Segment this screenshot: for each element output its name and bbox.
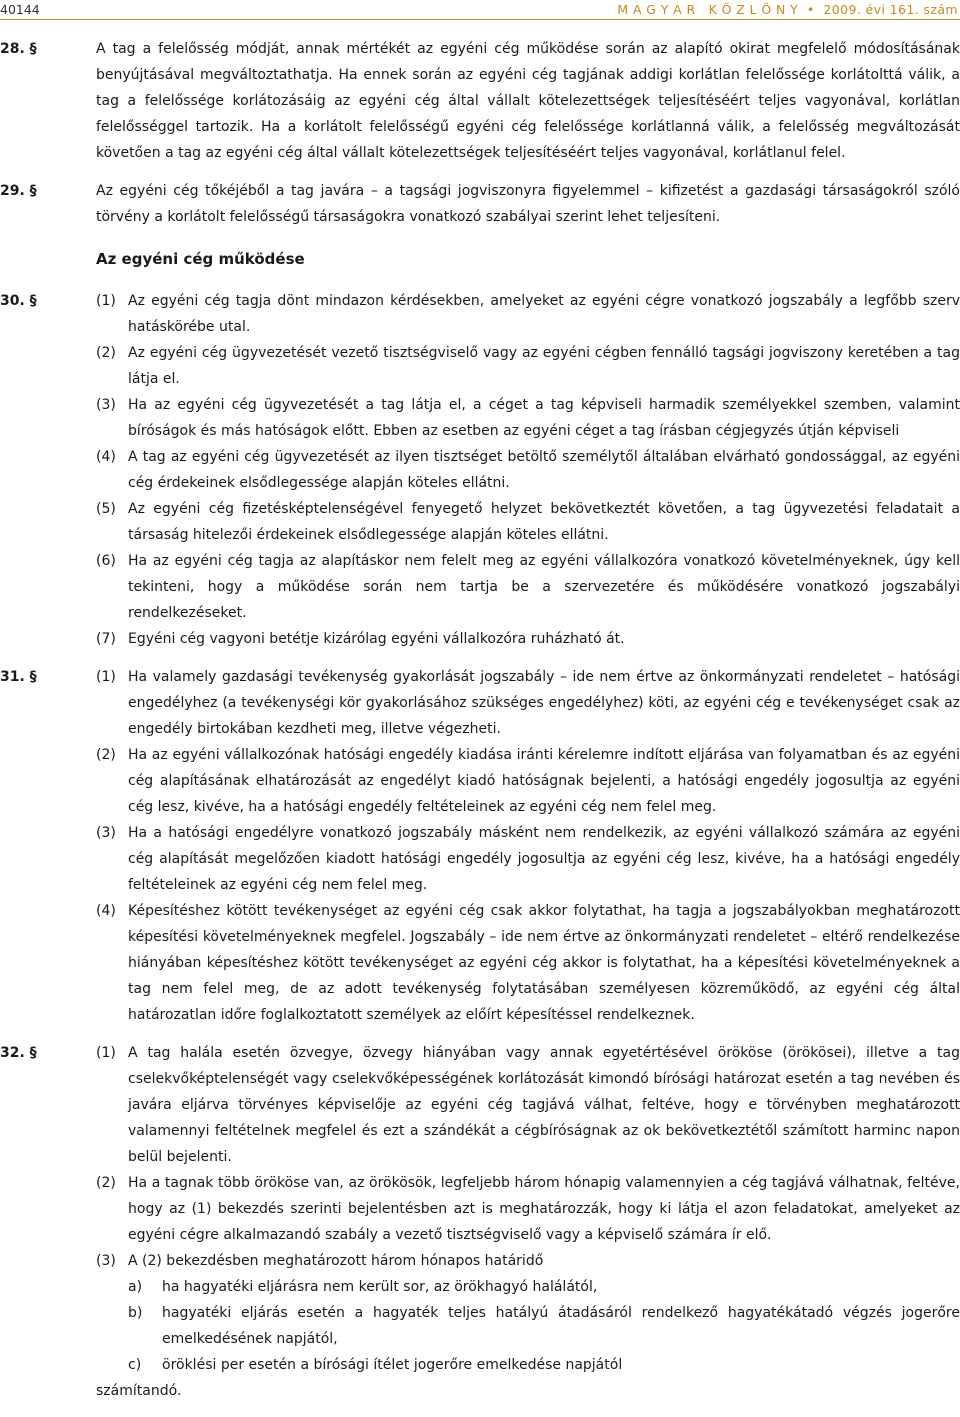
paragraph [96,820,960,898]
paragraph [96,288,960,340]
paragraph [96,1248,960,1378]
paragraph-text: Ha valamely gazdasági tevékenység gyakorlását jogszabály – ide nem értve az önkormányzati rendeletet – hatósági engedélyhez (a tevékenységi kör gyakorlásához szükséges engedélyhez) köti, az egyéni cég e tevékenységet csak az engedély birtokában kezdheti meg, illetve végezheti. [128,669,960,737]
subheading: Az egyéni cég működése [96,250,305,268]
paragraph-number: (4) [96,449,116,465]
list-item-text: hagyatéki eljárás esetén a hagyaték teljes hatályú átadásáról rendelkező hagyatékátadó végzés jogerőre emelkedésének napjától, [162,1305,960,1347]
paragraph-text: Egyéni cég vagyoni betétje kizárólag egyéni vállalkozóra ruházható át. [128,631,625,647]
paragraph-text: Ha a tagnak több örököse van, az örökösök, legfeljebb három hónapig valamennyien a cég tagjává válhatnak, feltéve, hogy az (1) bekezdés szerinti bejelentésben azt is meghatározzák, hogy ki látja el azon feladatokat, amelyeket az egyéni cégre alkalmazandó szabály a vezető tisztségviselő vagy a képviselő számára ír elő. [128,1175,960,1243]
paragraph [96,898,960,1028]
paragraph-number: (5) [96,501,116,517]
paragraph-text: Ha az egyéni cég tagja az alapításkor nem felelt meg az egyéni vállalkozóra vonatkozó követelményeknek, úgy kell tekinteni, hogy a működése során nem tartja be a szervezetére és működésére vonatkozó jogszabályi rendelkezéseket. [128,553,960,621]
section-32 [0,1040,960,1378]
paragraph-number: (4) [96,903,116,919]
paragraph [96,742,960,820]
list-item [128,1274,960,1300]
section-number: 29. § [0,183,37,199]
paragraph-text: Ha a hatósági engedélyre vonatkozó jogszabály másként nem rendelkezik, az egyéni vállalkozó számára az egyéni cég alapítását megelőzően kiadott hatósági engedély jogosultja az egyéni cég lesz, kivéve, ha a hatósági engedély feltételeinek az egyéni cég nem felel meg. [128,825,960,893]
paragraph-text: A tag halála esetén özvegye, özvegy hiányában vagy annak egyetértésével örököse (örökösei), illetve a tag cselekvőképtelenségét vagy cselekvőképességének korlátozását kimondó bírósági határozat esetén a tag nevében és javára eljárva törvényes képviselője az egyéni cég tagjává válhat, feltéve, hogy e törvényben meghatározott valamennyi feltételnek megfelel és ezt a szándékát a cégbíróságnak az ok bekövetkeztétől számított harminc napon belül bejelenti. [128,1045,960,1165]
paragraph-number: (1) [96,669,116,685]
paragraph-number: (2) [96,1175,116,1191]
section-number: 28. § [0,41,37,57]
paragraph [96,626,960,652]
paragraph [96,1170,960,1248]
paragraph-number: (1) [96,293,116,309]
list-letter: b) [128,1305,143,1321]
section-number: 31. § [0,669,37,685]
paragraph [96,664,960,742]
paragraph-number: (3) [96,1253,116,1269]
paragraph-number: (7) [96,631,116,647]
paragraph [96,444,960,496]
paragraph-text: Ha az egyéni cég ügyvezetését a tag látja el, a céget a tag képviseli harmadik személyekkel szemben, valamint bíróságok és más hatóságok előtt. Ebben az esetben az egyéni céget a tag írásban cégjegyzés útján képviseli [128,397,960,439]
paragraph-text: A (2) bekezdésben meghatározott három hónapos határidő [128,1253,544,1269]
paragraph-number: (3) [96,825,116,841]
list-item-text: öröklési per esetén a bírósági ítélet jogerőre emelkedése napjától [162,1357,623,1373]
section-29 [0,178,960,230]
section-text: A tag a felelősség módját, annak mértékét az egyéni cég működése során az alapító okirat megfelelő módosításának benyújtásával megváltoztathatja. Ha ennek során az egyéni cég tagjának addigi korlátlan felelőssége korlátolttá válik, a tag a felelőssége korlátozásáig az egyéni cég által vállalt kötelezettségek teljesítéséért teljes vagyonával, korlátlan felelősséggel tartozik. Ha a korlátolt felelősségű egyéni cég felelőssége korlátlanná válik, a felelősség megváltozását követően a tag az egyéni cég által vállalt kötelezettségek teljesítéséért teljes vagyonával, korlátlanul felel. [96,41,960,161]
section-text: Az egyéni cég tőkéjéből a tag javára – a tagsági jogviszonyra figyelemmel – kifizetést a gazdasági társaságokról szóló törvény a korlátolt felelősségű társaságokra vonatkozó szabályai szerint lehet teljesíteni. [96,183,960,225]
paragraph [96,392,960,444]
paragraph-text: Képesítéshez kötött tevékenységet az egyéni cég csak akkor folytathat, ha tagja a jogszabályokban meghatározott képesítési követelményeknek megfelel. Jogszabály – ide nem értve az önkormányzati rendeletet – eltérő rendelkezése hiányában képesítéshez kötött tevékenységet az egyéni cég akkor is folytathat, ha a képesítési követelményeknek a tag nem felel meg, de az adott tevékenység folytatásában személyesen közreműködő, az egyéni cég által határozatlan időre foglalkoztatott személyek az előírt képesítéssel rendelkeznek. [128,903,960,1023]
list-item [128,1300,960,1352]
header-divider [0,19,960,20]
page-number: 40144 [0,2,40,17]
section-30 [0,288,960,652]
paragraph-text: A tag az egyéni cég ügyvezetését az ilyen tisztséget betöltő személytől általában elvárható gondossággal, az egyéni cég érdekeinek elsődlegessége alapján köteles ellátni. [128,449,960,491]
journal-title: M A G Y A R K Ö Z L Ö N Y • 2009. évi 161. szám [617,2,958,17]
spacer [0,166,960,178]
paragraph-number: (3) [96,397,116,413]
paragraph-number: (1) [96,1045,116,1061]
paragraph-number: (2) [96,747,116,763]
page-header [0,0,960,24]
section-number: 32. § [0,1045,37,1061]
section-31 [0,664,960,1028]
paragraph [96,1040,960,1170]
list-letter: c) [128,1357,142,1373]
list-item [128,1352,960,1378]
list-letter: a) [128,1279,143,1295]
spacer [0,1028,960,1040]
section-number: 30. § [0,293,37,309]
document-body [0,36,960,1404]
list-item-text: ha hagyatéki eljárásra nem került sor, az örökhagyó halálától, [162,1279,598,1295]
paragraph-text: Az egyéni cég fizetésképtelenségével fenyegető helyzet bekövetkeztét követően, a tag ügyvezetési feladatait a társaság hitelezői érdekeinek elsődlegessége alapján köteles ellátni. [128,501,960,543]
paragraph-text: Az egyéni cég ügyvezetését vezető tisztségviselő vagy az egyéni cégben fennálló tagsági jogviszony keretében a tag látja el. [128,345,960,387]
paragraph-text: Az egyéni cég tagja dönt mindazon kérdésekben, amelyeket az egyéni cégre vonatkozó jogszabály a legfőbb szerv hatáskörébe utal. [128,293,960,335]
paragraph [96,548,960,626]
spacer [0,652,960,664]
paragraph-number: (6) [96,553,116,569]
paragraph [96,496,960,548]
section-28 [0,36,960,166]
paragraph [96,340,960,392]
paragraph-text: Ha az egyéni vállalkozónak hatósági engedély kiadása iránti kérelemre indított eljárása van folyamatban és az egyéni cég alapításának elhatározását az engedélyt kiadó hatóságnak bejelenti, a hatósági engedély jogosultja az egyéni cég lesz, kivéve, ha a hatósági engedély feltételeinek az egyéni cég nem felel meg. [128,747,960,815]
trailing-text: számítandó. [96,1383,182,1399]
paragraph-number: (2) [96,345,116,361]
